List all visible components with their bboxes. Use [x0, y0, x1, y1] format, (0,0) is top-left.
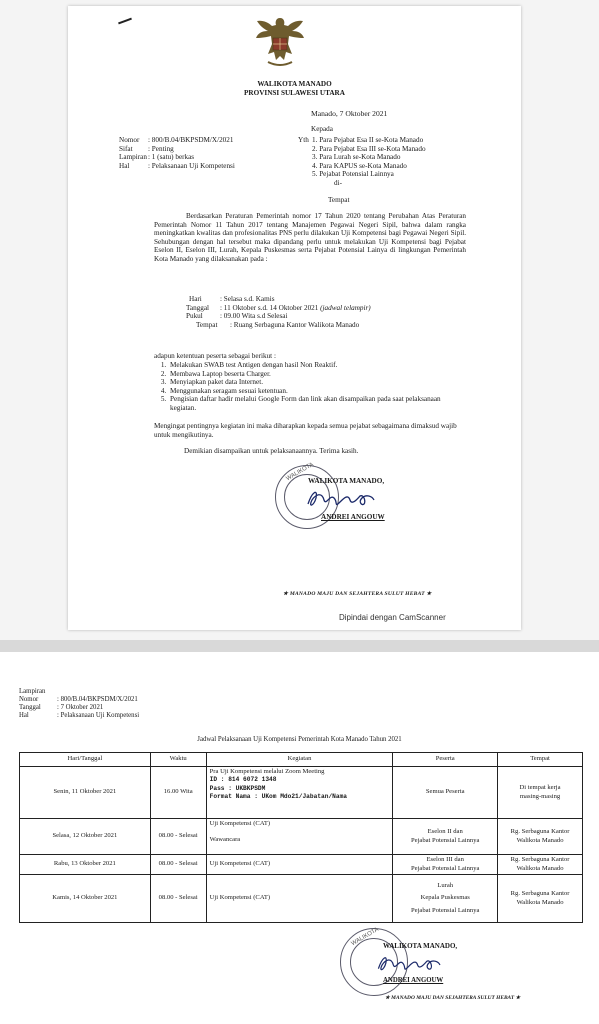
- activity-cell: Uji Kompetensi (CAT): [206, 875, 393, 923]
- meta-label: Hal: [119, 161, 130, 170]
- place-line: Walikota Manado: [516, 836, 564, 844]
- participants-cell: Semua Peserta: [393, 767, 498, 819]
- closing-paragraph: Mengingat pentingnya kegiatan ini maka diharapkan kepada semua pejabat sebagaimana dimaksud wajib untuk mengikutinya.: [154, 422, 457, 439]
- meta-value: : 1 (satu) berkas: [148, 153, 195, 162]
- motto: ★ MANADO MAJU DAN SEJAHTERA SULUT HEBAT ★: [283, 591, 432, 597]
- recipient-item: 3. Para Lurah se-Kota Manado: [312, 153, 401, 162]
- signer-title: WALIKOTA MANADO,: [308, 477, 385, 485]
- activity-line: Format Nama : UKom Mdo21/Jabatan/Nama: [209, 793, 348, 801]
- meta-row: [119, 145, 319, 154]
- meta-value: : Pelaksanaan Uji Kompetensi: [148, 161, 235, 170]
- place-date: Manado, 7 Oktober 2021: [311, 109, 388, 118]
- recipient-item: 4. Para KAPUS se-Kota Manado: [312, 161, 407, 170]
- meta-row: [19, 712, 259, 720]
- attachment-meta: [19, 696, 259, 721]
- activity-line: Uji Kompetensi (CAT): [209, 820, 271, 827]
- participant-line: Pejabat Potensial Lainnya: [410, 864, 480, 872]
- recipient-list: [312, 136, 512, 188]
- column-header: Kegiatan: [206, 753, 393, 767]
- schedule-label: Tempat: [196, 320, 218, 329]
- activity-cell: Uji Kompetensi (CAT): [206, 855, 393, 875]
- activity-line: ID : 814 6072 1348: [209, 776, 277, 784]
- time-cell: 08.00 - Selesai: [150, 855, 206, 875]
- schedule-value: : Selasa s.d. Kamis: [220, 295, 275, 303]
- time-cell: 16.00 Wita: [150, 767, 206, 819]
- participants-cell: [393, 875, 498, 923]
- tempat-label: Tempat: [328, 196, 350, 204]
- meta-label: Nomor: [119, 136, 140, 144]
- meta-value: : Pelaksanaan Uji Kompetensi: [57, 712, 140, 720]
- meta-row: [19, 704, 259, 712]
- schedule-label: Hari: [189, 295, 202, 303]
- place-line: Walikota Manado: [516, 898, 564, 906]
- provision-item: 1. Melakukan SWAB test Antigen dengan hasil Non Reaktif.: [168, 361, 454, 370]
- column-header: Tempat: [498, 753, 583, 767]
- lampiran-label: Lampiran: [19, 688, 46, 695]
- activity-line: Wawancara: [209, 836, 241, 844]
- participant-line: Pejabat Potensial Lainnya: [410, 836, 480, 844]
- schedule-row: [186, 312, 486, 321]
- participant-line: Eselon III dan: [426, 856, 464, 864]
- place-cell: [498, 875, 583, 923]
- time-cell: 08.00 - Selesai: [150, 875, 206, 923]
- stamp-lettering: WALIKOTA: [350, 926, 380, 948]
- closing-thanks: Demikian disampaikan untuk pelaksanaannya. Terima kasih.: [184, 447, 359, 455]
- meta-value: : 800/B.04/BKPSDM/X/2021: [148, 136, 234, 144]
- participants-cell: [393, 855, 498, 875]
- stamp-lettering: WALIKOTA: [285, 461, 315, 483]
- meta-value: : Penting: [148, 144, 174, 153]
- recipient-item: 1. Para Pejabat Esa II se-Kota Manado: [312, 136, 424, 144]
- place-cell: [498, 855, 583, 875]
- activity-cell: [206, 767, 393, 819]
- attachment-page: [0, 652, 599, 1024]
- schedule-row: [186, 304, 486, 313]
- meta-value: : 800/B.04/BKPSDM/X/2021: [57, 696, 138, 703]
- letter-page: [68, 6, 521, 630]
- signature-icon: [304, 484, 384, 514]
- schedule-value: : 09.00 Wita s.d Selesai: [220, 312, 288, 321]
- time-cell: 08.00 - Selesai: [150, 819, 206, 855]
- day-cell: Kamis, 14 Oktober 2021: [20, 875, 151, 923]
- signer-name: ANDREI ANGOUW: [383, 977, 444, 984]
- participant-line: Lurah: [437, 881, 454, 889]
- signer-title: WALIKOTA MANADO,: [383, 942, 458, 950]
- participant-line: Kepala Puskesmas: [420, 894, 470, 902]
- recipient-intro: Kepada: [311, 125, 333, 133]
- participant-line: Eselon II dan: [427, 828, 463, 836]
- meta-label: Sifat: [119, 144, 133, 153]
- place-line: Rg. Serbaguna Kantor: [510, 890, 570, 898]
- activity-line: Pra Uji Kompetensi melalui Zoom Meeting: [209, 768, 325, 775]
- table-row: [20, 875, 583, 923]
- recipient-item: 5. Pejabat Potensial Lainnya: [312, 170, 394, 179]
- meta-value: : 7 Oktober 2021: [57, 704, 104, 712]
- place-cell: [498, 767, 583, 819]
- place-line: Walikota Manado: [516, 864, 564, 872]
- camscanner-watermark: Dipindai dengan CamScanner: [339, 613, 446, 622]
- meta-label: Hal: [19, 712, 29, 720]
- meta-row: [119, 153, 319, 162]
- meta-row: [119, 136, 319, 145]
- schedule-row: [186, 295, 486, 304]
- participants-cell: [393, 819, 498, 855]
- activity-cell: [206, 819, 393, 855]
- provision-item: 5. Pengisian daftar hadir melalui Google Form dan link akan disampaikan pada saat pelaksanaan kegiatan.: [168, 395, 454, 412]
- di-label: di-: [334, 178, 342, 187]
- letter-meta: [119, 136, 319, 170]
- day-cell: Selasa, 12 Oktober 2021: [20, 819, 151, 855]
- schedule-note: (jadwal telampir): [320, 303, 371, 312]
- provisions-list: [154, 361, 454, 413]
- place-line: Rg. Serbaguna Kantor: [510, 856, 570, 864]
- column-header: Waktu: [150, 753, 206, 767]
- schedule-value: : 11 Oktober s.d. 14 Oktober 2021: [220, 303, 319, 312]
- schedule-row: [186, 321, 486, 330]
- body-paragraph: Berdasarkan Peraturan Pemerintah nomor 17 Tahun 2020 tentang Perubahan Atas Peraturan Pemerintah Nomor 11 Tahun 2017 tentang Manajemen Pegawai Negeri Sipil, bahwa dalam rangka meningkatkan kwalitas dan profesionalitas PNS perlu dilakukan Uji Kompetensi bagi Pegawai Negeri Sipil. Sehubungan dengan hal tersebut maka dipandang perlu untuk melakukan Uji Kompetensi bagi Pejabat Eselon II, Eselon III, Lurah, Kepala Puskesmas serta Pejabat Potensial Lainya di lingkungan Pemerintah Kota Manado yang dilaksanakan pada :: [154, 212, 466, 263]
- provision-item: 2. Membawa Laptop beserta Charger.: [168, 370, 454, 379]
- meta-row: [19, 696, 259, 704]
- activity-line: Pass : UKBKPSDM: [209, 784, 266, 792]
- provision-item: 4. Menggunakan seragam sesuai ketentuan.: [168, 387, 454, 396]
- day-cell: Rabu, 13 Oktober 2021: [20, 855, 151, 875]
- day-cell: Senin, 11 Oktober 2021: [20, 767, 151, 819]
- meta-label: Nomor: [19, 696, 39, 703]
- pen-mark: [118, 18, 132, 25]
- header-subtitle: PROVINSI SULAWESI UTARA: [244, 89, 345, 97]
- place-cell: [498, 819, 583, 855]
- table-row: [20, 819, 583, 855]
- column-header: Peserta: [393, 753, 498, 767]
- header-title: WALIKOTA MANADO: [257, 80, 332, 88]
- table-title: Jadwal Pelaksanaan Uji Kompetensi Pemerintah Kota Manado Tahun 2021: [197, 736, 402, 743]
- table-row: [20, 855, 583, 875]
- signature-icon: [372, 950, 452, 978]
- provision-item: 3. Menyiapkan paket data Internet.: [168, 378, 454, 387]
- provisions-intro: adapun ketentuan peserta sebagai berikut :: [154, 352, 276, 360]
- recipient-item: 2. Para Pejabat Esa III se-Kota Manado: [312, 144, 426, 153]
- schedule-value: : Ruang Serbaguna Kantor Walikota Manado: [230, 320, 360, 329]
- place-line: masing-masing: [519, 792, 561, 800]
- meta-label: Tanggal: [19, 704, 41, 712]
- schedule-block: [186, 295, 486, 329]
- schedule-table: [19, 752, 583, 923]
- column-header: Hari/Tanggal: [20, 753, 151, 767]
- schedule-label: Pukul: [186, 312, 203, 321]
- motto: ★ MANADO MAJU DAN SEJAHTERA SULUT HEBAT ★: [385, 995, 521, 1001]
- table-header-row: [20, 753, 583, 767]
- participant-line: Pejabat Potensial Lainnya: [410, 906, 480, 914]
- table-row: [20, 767, 583, 819]
- place-line: Rg. Serbaguna Kantor: [510, 828, 570, 836]
- garuda-emblem-icon: [254, 14, 306, 72]
- meta-row: [119, 162, 319, 171]
- meta-label: Lampiran: [119, 153, 147, 162]
- place-line: Di tempat kerja: [519, 784, 561, 792]
- yth-label: Yth: [298, 136, 309, 144]
- signer-name: ANDREI ANGOUW: [321, 513, 385, 521]
- schedule-label: Tanggal: [186, 303, 210, 312]
